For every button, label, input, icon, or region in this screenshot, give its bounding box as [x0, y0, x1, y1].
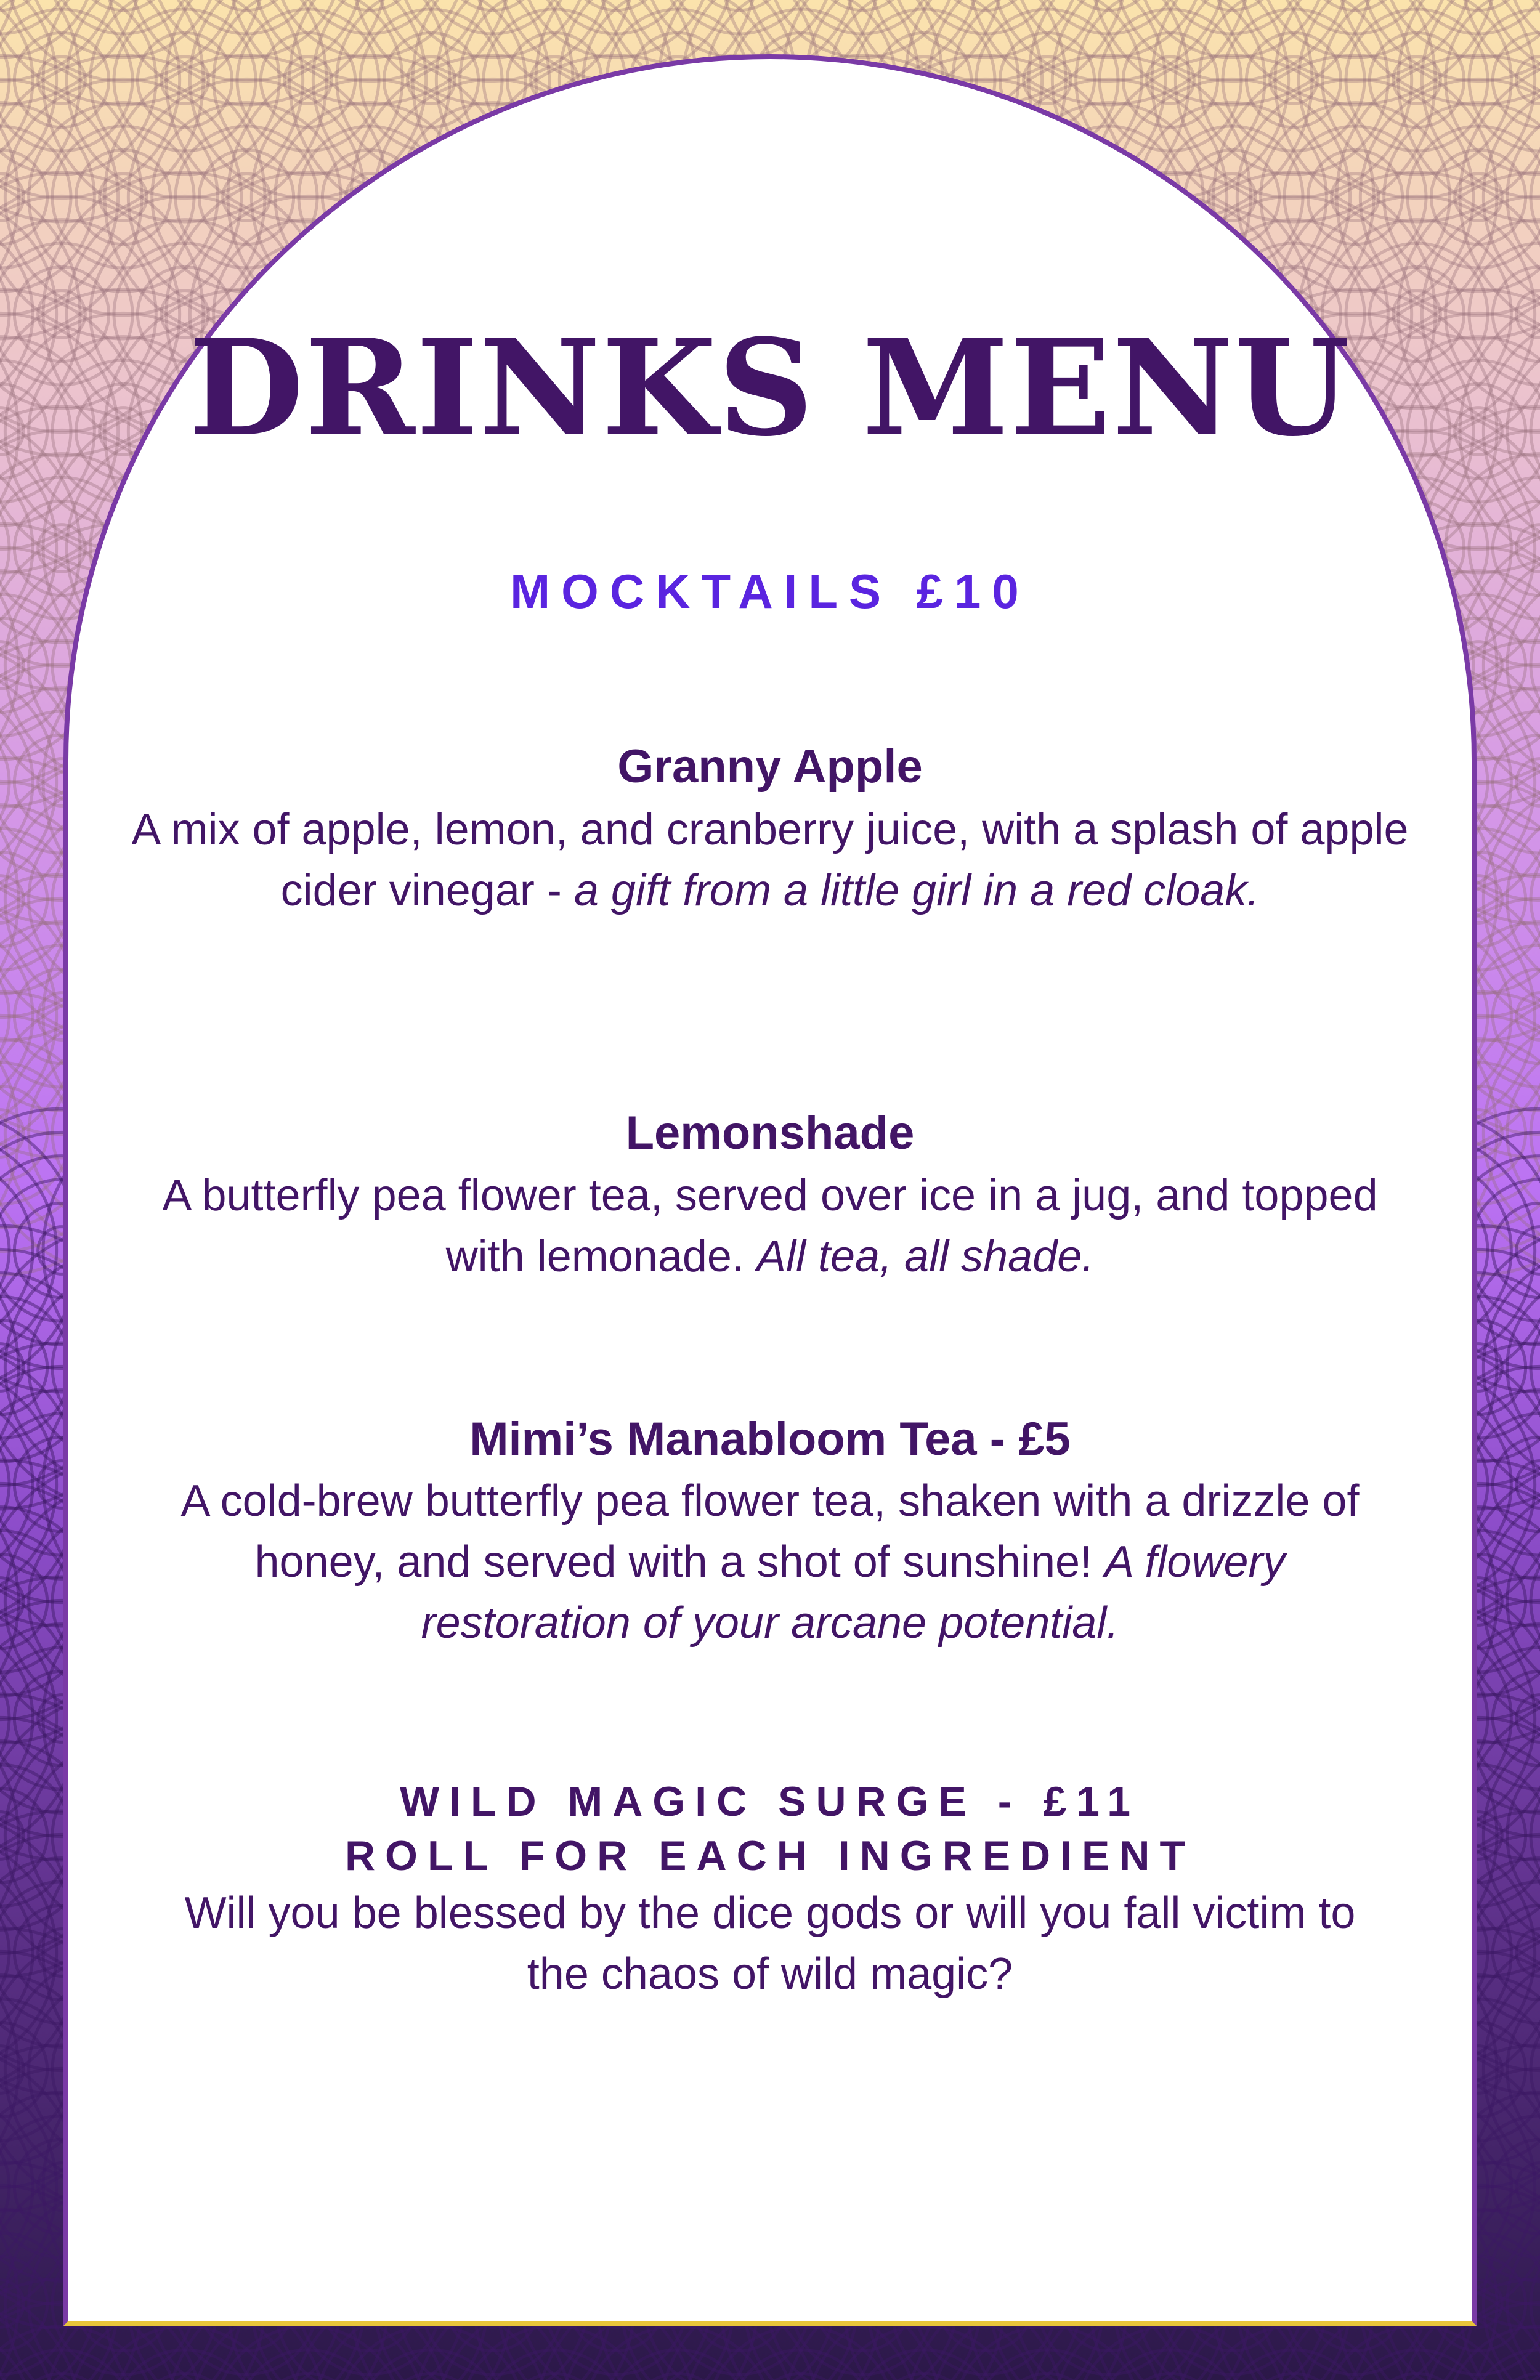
page-title: DRINKS MENU — [188, 310, 1352, 466]
item-note: A flowery restoration of your arcane potential. — [421, 1537, 1286, 1648]
item-name: Mimi’s Manabloom Tea - £5 — [469, 1413, 1071, 1465]
item-name: Granny Apple — [617, 740, 923, 793]
item-note: a gift from a little girl in a red cloak. — [573, 866, 1260, 915]
item-description: A butterfly pea flower tea, served over ice in a jug, and topped with lemonade. All tea, all shade. — [162, 1171, 1378, 1281]
item-description: A mix of apple, lemon, and cranberry juice, with a splash of apple cider vinegar - a gift from a little girl in a red cloak. — [131, 805, 1409, 915]
item-description: A cold-brew butterfly pea flower tea, shaken with a drizzle of honey, and served with a shot of sunshine! A flowery restoration of your arcane potential. — [180, 1476, 1360, 1648]
section-heading: MOCKTAILS £10 — [510, 564, 1030, 618]
special-subheading: ROLL FOR EACH INGREDIENT — [344, 1832, 1196, 1879]
item-note: All tea, all shade. — [756, 1232, 1095, 1281]
special-heading: WILD MAGIC SURGE - £11 — [399, 1778, 1141, 1825]
special-description: Will you be blessed by the dice gods or will you fall victim to the chaos of wild magic? — [184, 1888, 1356, 1999]
item-name: Lemonshade — [625, 1107, 915, 1159]
